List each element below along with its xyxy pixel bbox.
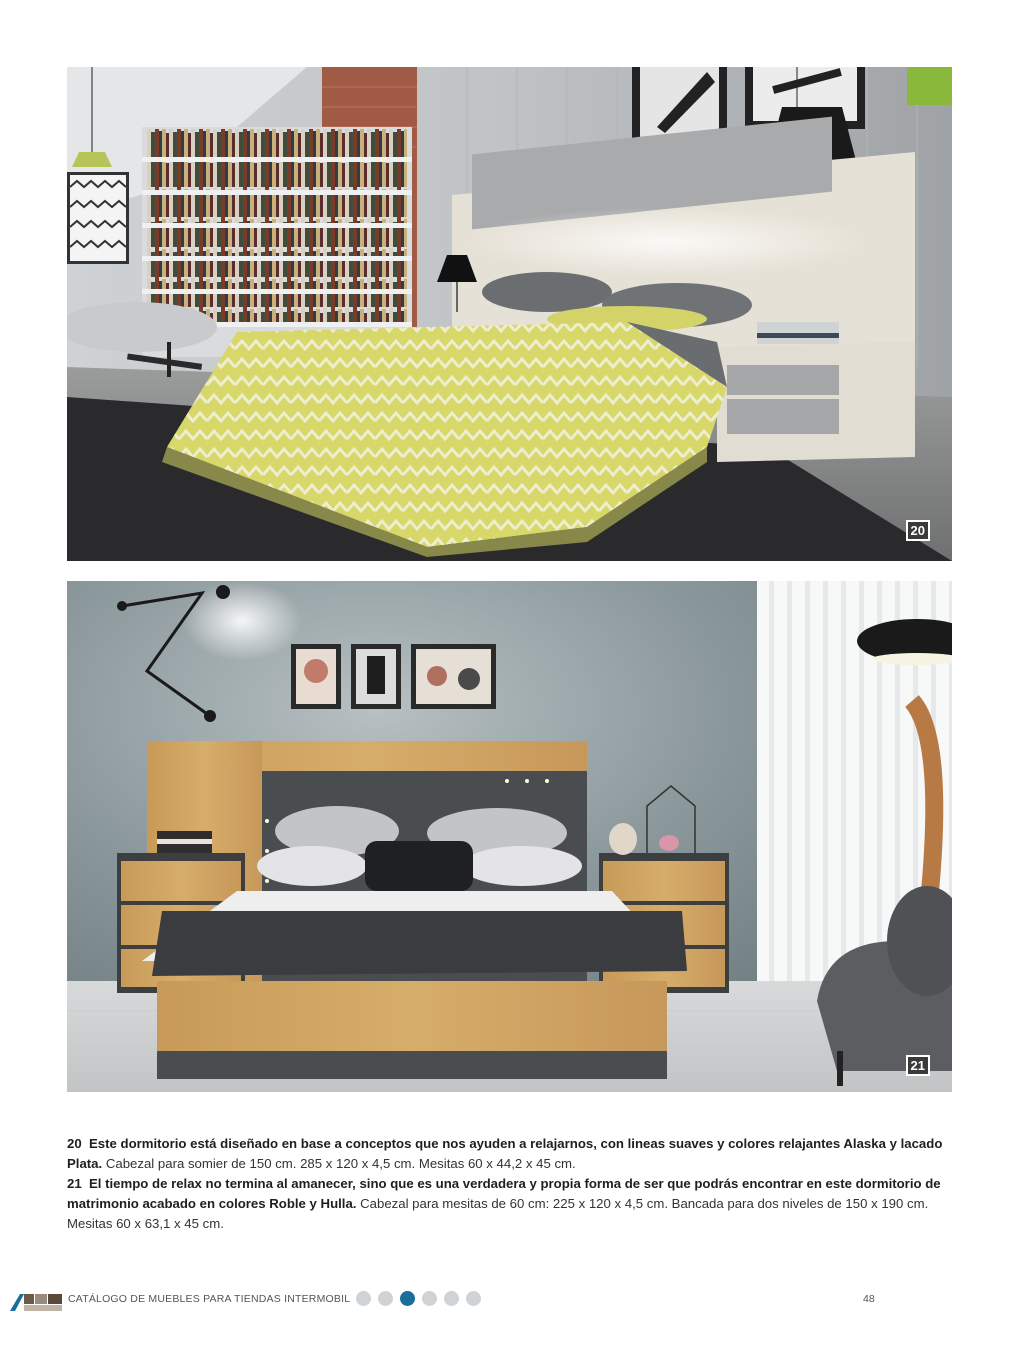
pagination-dot[interactable]: [444, 1291, 459, 1306]
photo-bedroom-21: [67, 581, 952, 1092]
pagination-dot-active[interactable]: [400, 1291, 415, 1306]
caption-20: [67, 1134, 952, 1174]
catalog-title: CATÁLOGO DE MUEBLES PARA TIENDAS INTERMOBIL: [68, 1293, 351, 1305]
caption-number: 21: [67, 1176, 82, 1191]
pagination-dot[interactable]: [422, 1291, 437, 1306]
page-footer: [10, 1289, 1010, 1313]
pagination-dot[interactable]: [466, 1291, 481, 1306]
photo-number-badge: 21: [906, 1055, 930, 1076]
caption-block: [67, 1134, 952, 1234]
photo-bedroom-20: [67, 67, 952, 561]
caption-regular-text: Cabezal para mesitas de 60 cm: 225 x 120 x 4,5 cm. Bancada para dos niveles de 150 x 190 cm. Mesitas 60 x 63,1 x 45 cm.: [67, 1196, 929, 1231]
caption-number: 20: [67, 1136, 82, 1151]
caption-21: [67, 1174, 952, 1234]
page-pagination-dots: [356, 1291, 481, 1306]
caption-bold-text: El tiempo de relax no termina al amanecer, sino que es una verdadera y propia forma de ser que podrás encontrar en este dormitorio de matrimonio acabado en colores Roble y Hulla.: [67, 1176, 941, 1211]
caption-regular-text: Cabezal para somier de 150 cm. 285 x 120 x 4,5 cm. Mesitas 60 x 44,2 x 45 cm.: [102, 1156, 576, 1171]
photo-number-badge: 20: [906, 520, 930, 541]
pagination-dot[interactable]: [378, 1291, 393, 1306]
intermobil-logo: [10, 1291, 62, 1311]
caption-bold-text: Este dormitorio está diseñado en base a conceptos que nos ayuden a relajarnos, con lineas suaves y colores relajantes Alaska y lacado Plata.: [67, 1136, 943, 1171]
pagination-dot[interactable]: [356, 1291, 371, 1306]
page-number: 48: [863, 1293, 875, 1305]
